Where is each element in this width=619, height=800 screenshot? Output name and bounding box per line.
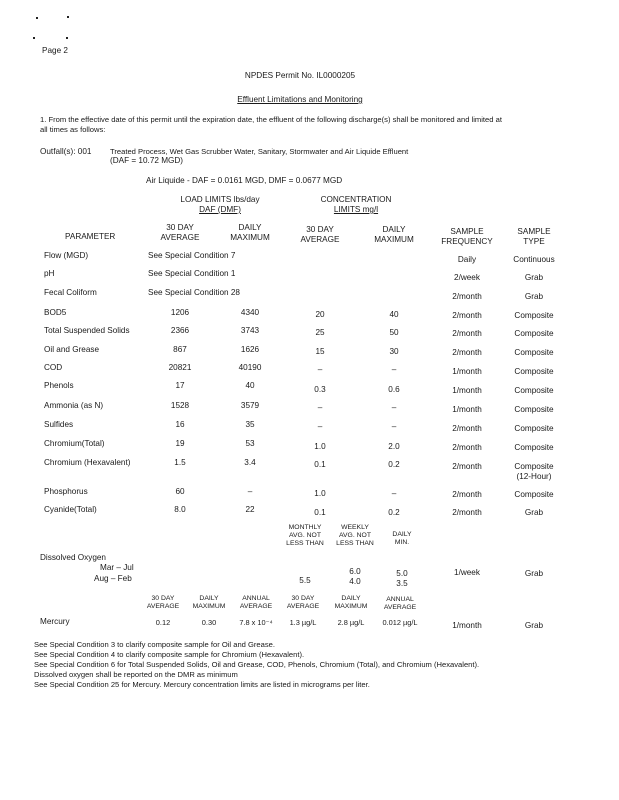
row-type: Composite	[514, 490, 554, 499]
row-parameter: Oil and Grease	[44, 345, 100, 354]
row-frequency: 2/month	[452, 490, 482, 499]
footnote: See Special Condition 25 for Mercury. Mercury concentration limits are listed in micrograms per liter.	[34, 680, 370, 689]
conc-avg: 15	[315, 347, 325, 356]
page-label: Page 2	[42, 46, 68, 55]
load-max: 3743	[240, 326, 260, 335]
load-avg: 867	[173, 345, 187, 354]
concentration-units: LIMITS mg/l	[333, 205, 379, 214]
mercury-v2: 0.30	[201, 618, 217, 627]
hg-header-5: DAILY	[341, 595, 361, 602]
row-type: Grab	[524, 508, 544, 517]
scan-mark	[33, 37, 35, 39]
do-monthly-header: MONTHLY	[288, 524, 322, 531]
load-avg: 2366	[170, 326, 190, 335]
load-max: 3579	[240, 401, 260, 410]
load-avg: 17	[175, 381, 185, 390]
conc-max: –	[391, 365, 397, 374]
row-frequency: 2/month	[452, 424, 482, 433]
row-frequency: 2/month	[452, 462, 482, 471]
footnote: See Special Condition 3 to clarify composite sample for Oil and Grease.	[34, 640, 276, 649]
hg-header-1b: AVERAGE	[146, 603, 180, 610]
row-frequency: 2/month	[452, 329, 482, 338]
frequency-header: SAMPLE	[450, 227, 484, 236]
conc-max: 0.2	[388, 460, 400, 469]
do-daily-header: DAILY	[392, 531, 412, 538]
row-type: Grab	[524, 292, 544, 301]
do-type: Grab	[524, 569, 544, 578]
load-max-header-2: MAXIMUM	[230, 233, 270, 242]
row-type: Composite	[514, 424, 554, 433]
do-monthly-header-2: AVG. NOT	[289, 532, 321, 539]
conc-max: 0.2	[388, 508, 400, 517]
row-parameter: Fecal Coliform	[44, 288, 97, 297]
load-avg-header-2: AVERAGE	[160, 233, 200, 242]
load-avg: 16	[175, 420, 185, 429]
conc-avg: 1.0	[314, 442, 326, 451]
load-max: 35	[245, 420, 255, 429]
load-max: 3.4	[244, 458, 256, 467]
conc-avg: 0.3	[314, 385, 326, 394]
row-type: Composite	[514, 367, 554, 376]
type-header: SAMPLE	[517, 227, 551, 236]
scan-mark	[66, 37, 68, 39]
mercury-v5: 2.8 µg/L	[337, 618, 365, 627]
do-daily-header-2: MIN.	[394, 539, 410, 546]
conc-max: –	[391, 422, 397, 431]
scan-mark	[36, 17, 38, 19]
conc-avg: 20	[315, 310, 325, 319]
do-weekly-2: 4.0	[349, 577, 361, 586]
scan-mark	[67, 16, 69, 18]
row-note: See Special Condition 1	[148, 269, 236, 278]
load-limits-basis: DAF (DMF)	[199, 205, 241, 214]
section-title: Effluent Limitations and Monitoring	[237, 95, 363, 104]
load-avg: 1.5	[174, 458, 186, 467]
row-frequency: 2/week	[454, 273, 480, 282]
row-frequency: Daily	[457, 255, 477, 264]
load-max: 40190	[238, 363, 262, 372]
hg-header-6: ANNUAL	[386, 596, 414, 603]
row-parameter: Phosphorus	[44, 487, 88, 496]
concentration-header: CONCENTRATION	[320, 195, 392, 204]
hg-header-3: ANNUAL	[242, 595, 270, 602]
row-frequency: 2/month	[452, 508, 482, 517]
conc-avg: –	[317, 422, 323, 431]
do-frequency: 1/week	[454, 568, 480, 577]
row-parameter: Chromium(Total)	[44, 439, 105, 448]
do-monthly-header-3: LESS THAN	[286, 540, 324, 547]
row-type: Composite	[514, 443, 554, 452]
conc-max-header: DAILY	[382, 225, 406, 234]
row-type: Composite	[514, 386, 554, 395]
do-season-2: Aug – Feb	[94, 574, 132, 583]
row-note: See Special Condition 28	[148, 288, 240, 297]
hg-header-1: 30 DAY	[151, 595, 175, 602]
hg-header-2: DAILY	[199, 595, 219, 602]
row-parameter: COD	[44, 363, 63, 372]
load-avg-header: 30 DAY	[166, 223, 194, 232]
intro-line-2: all times as follows:	[40, 125, 106, 134]
intro-line-1: 1. From the effective date of this permit until the expiration date, the effluent of the following discharge(s) shall be monitored and limited at	[40, 115, 502, 124]
row-parameter: Sulfides	[44, 420, 74, 429]
do-label: Dissolved Oxygen	[40, 553, 106, 562]
conc-max-header-2: MAXIMUM	[374, 235, 414, 244]
do-season-1: Mar – Jul	[100, 563, 134, 572]
load-limits-header: LOAD LIMITS lbs/day	[180, 195, 260, 204]
outfall-description: Treated Process, Wet Gas Scrubber Water, Sanitary, Stormwater and Air Liquide Effluent	[110, 147, 409, 156]
mercury-label: Mercury	[40, 617, 70, 626]
row-frequency: 2/month	[452, 348, 482, 357]
row-frequency: 1/month	[452, 386, 482, 395]
row-parameter: Phenols	[44, 381, 74, 390]
conc-max: 40	[389, 310, 399, 319]
hg-header-4: 30 DAY	[291, 595, 315, 602]
air-liquide-flow: Air Liquide - DAF = 0.0161 MGD, DMF = 0.0677 MGD	[146, 176, 343, 185]
conc-avg: 0.1	[314, 460, 326, 469]
row-type-detail: (12-Hour)	[516, 472, 552, 481]
do-weekly-1: 6.0	[349, 567, 361, 576]
conc-avg: 25	[315, 328, 325, 337]
row-frequency: 2/month	[452, 443, 482, 452]
mercury-type: Grab	[524, 621, 544, 630]
row-parameter: Cyanide(Total)	[44, 505, 97, 514]
row-type: Composite	[514, 311, 554, 320]
footnote: See Special Condition 4 to clarify composite sample for Chromium (Hexavalent).	[34, 650, 305, 659]
do-weekly-header-3: LESS THAN	[336, 540, 374, 547]
row-parameter: BOD5	[44, 308, 67, 317]
load-max: 1626	[240, 345, 260, 354]
load-max: 22	[245, 505, 255, 514]
row-type: Composite	[514, 462, 554, 471]
row-parameter: pH	[44, 269, 55, 278]
row-type: Composite	[514, 329, 554, 338]
load-max: –	[247, 487, 253, 496]
mercury-v4: 1.3 µg/L	[289, 618, 317, 627]
parameter-header: PARAMETER	[65, 232, 116, 241]
row-type: Composite	[514, 348, 554, 357]
row-type: Grab	[524, 273, 544, 282]
footnote: Dissolved oxygen shall be reported on the DMR as minimum	[34, 670, 238, 679]
row-frequency: 2/month	[452, 292, 482, 301]
conc-max: 2.0	[388, 442, 400, 451]
row-note: See Special Condition 7	[148, 251, 236, 260]
conc-avg: 1.0	[314, 489, 326, 498]
hg-header-2b: MAXIMUM	[192, 603, 226, 610]
type-header-2: TYPE	[523, 237, 545, 246]
do-daily-2: 3.5	[396, 579, 408, 588]
row-frequency: 2/month	[452, 311, 482, 320]
conc-avg-header: 30 DAY	[306, 225, 334, 234]
load-avg: 60	[175, 487, 185, 496]
footnote: See Special Condition 6 for Total Suspended Solids, Oil and Grease, COD, Phenols, Chromium (Total), and Chromium (Hexavalent).	[34, 660, 480, 669]
load-avg: 20821	[168, 363, 192, 372]
hg-header-4b: AVERAGE	[286, 603, 320, 610]
load-avg: 8.0	[174, 505, 186, 514]
load-max: 40	[245, 381, 255, 390]
conc-max: –	[391, 489, 397, 498]
load-max-header: DAILY	[238, 223, 262, 232]
load-avg: 1206	[170, 308, 190, 317]
row-parameter: Chromium (Hexavalent)	[44, 458, 131, 467]
frequency-header-2: FREQUENCY	[441, 237, 493, 246]
conc-avg-header-2: AVERAGE	[300, 235, 340, 244]
row-type: Composite	[514, 405, 554, 414]
row-frequency: 1/month	[452, 367, 482, 376]
conc-avg: –	[317, 365, 323, 374]
mercury-frequency: 1/month	[452, 621, 482, 630]
outfall-daf: (DAF = 10.72 MGD)	[110, 156, 184, 165]
mercury-v6: 0.012 µg/L	[382, 618, 418, 627]
permit-title: NPDES Permit No. IL0000205	[244, 71, 356, 80]
load-avg: 19	[175, 439, 185, 448]
conc-max: –	[391, 403, 397, 412]
hg-header-6b: AVERAGE	[383, 604, 417, 611]
do-monthly: 5.5	[299, 576, 311, 585]
conc-avg: 0.1	[314, 508, 326, 517]
load-max: 53	[245, 439, 255, 448]
load-max: 4340	[240, 308, 260, 317]
outfall-label: Outfall(s): 001	[40, 147, 92, 156]
conc-max: 30	[389, 347, 399, 356]
load-avg: 1528	[170, 401, 190, 410]
hg-header-3b: AVERAGE	[239, 603, 273, 610]
conc-max: 0.6	[388, 385, 400, 394]
hg-header-5b: MAXIMUM	[334, 603, 368, 610]
do-weekly-header: WEEKLY	[341, 524, 369, 531]
row-parameter: Ammonia (as N)	[44, 401, 104, 410]
do-weekly-header-2: AVG. NOT	[339, 532, 371, 539]
mercury-v3: 7.8 x 10⁻⁴	[239, 618, 273, 627]
row-frequency: 1/month	[452, 405, 482, 414]
row-parameter: Flow (MGD)	[44, 251, 89, 260]
do-daily-1: 5.0	[396, 569, 408, 578]
row-type: Continuous	[513, 255, 555, 264]
mercury-v1: 0.12	[155, 618, 171, 627]
row-parameter: Total Suspended Solids	[44, 326, 130, 335]
conc-avg: –	[317, 403, 323, 412]
conc-max: 50	[389, 328, 399, 337]
